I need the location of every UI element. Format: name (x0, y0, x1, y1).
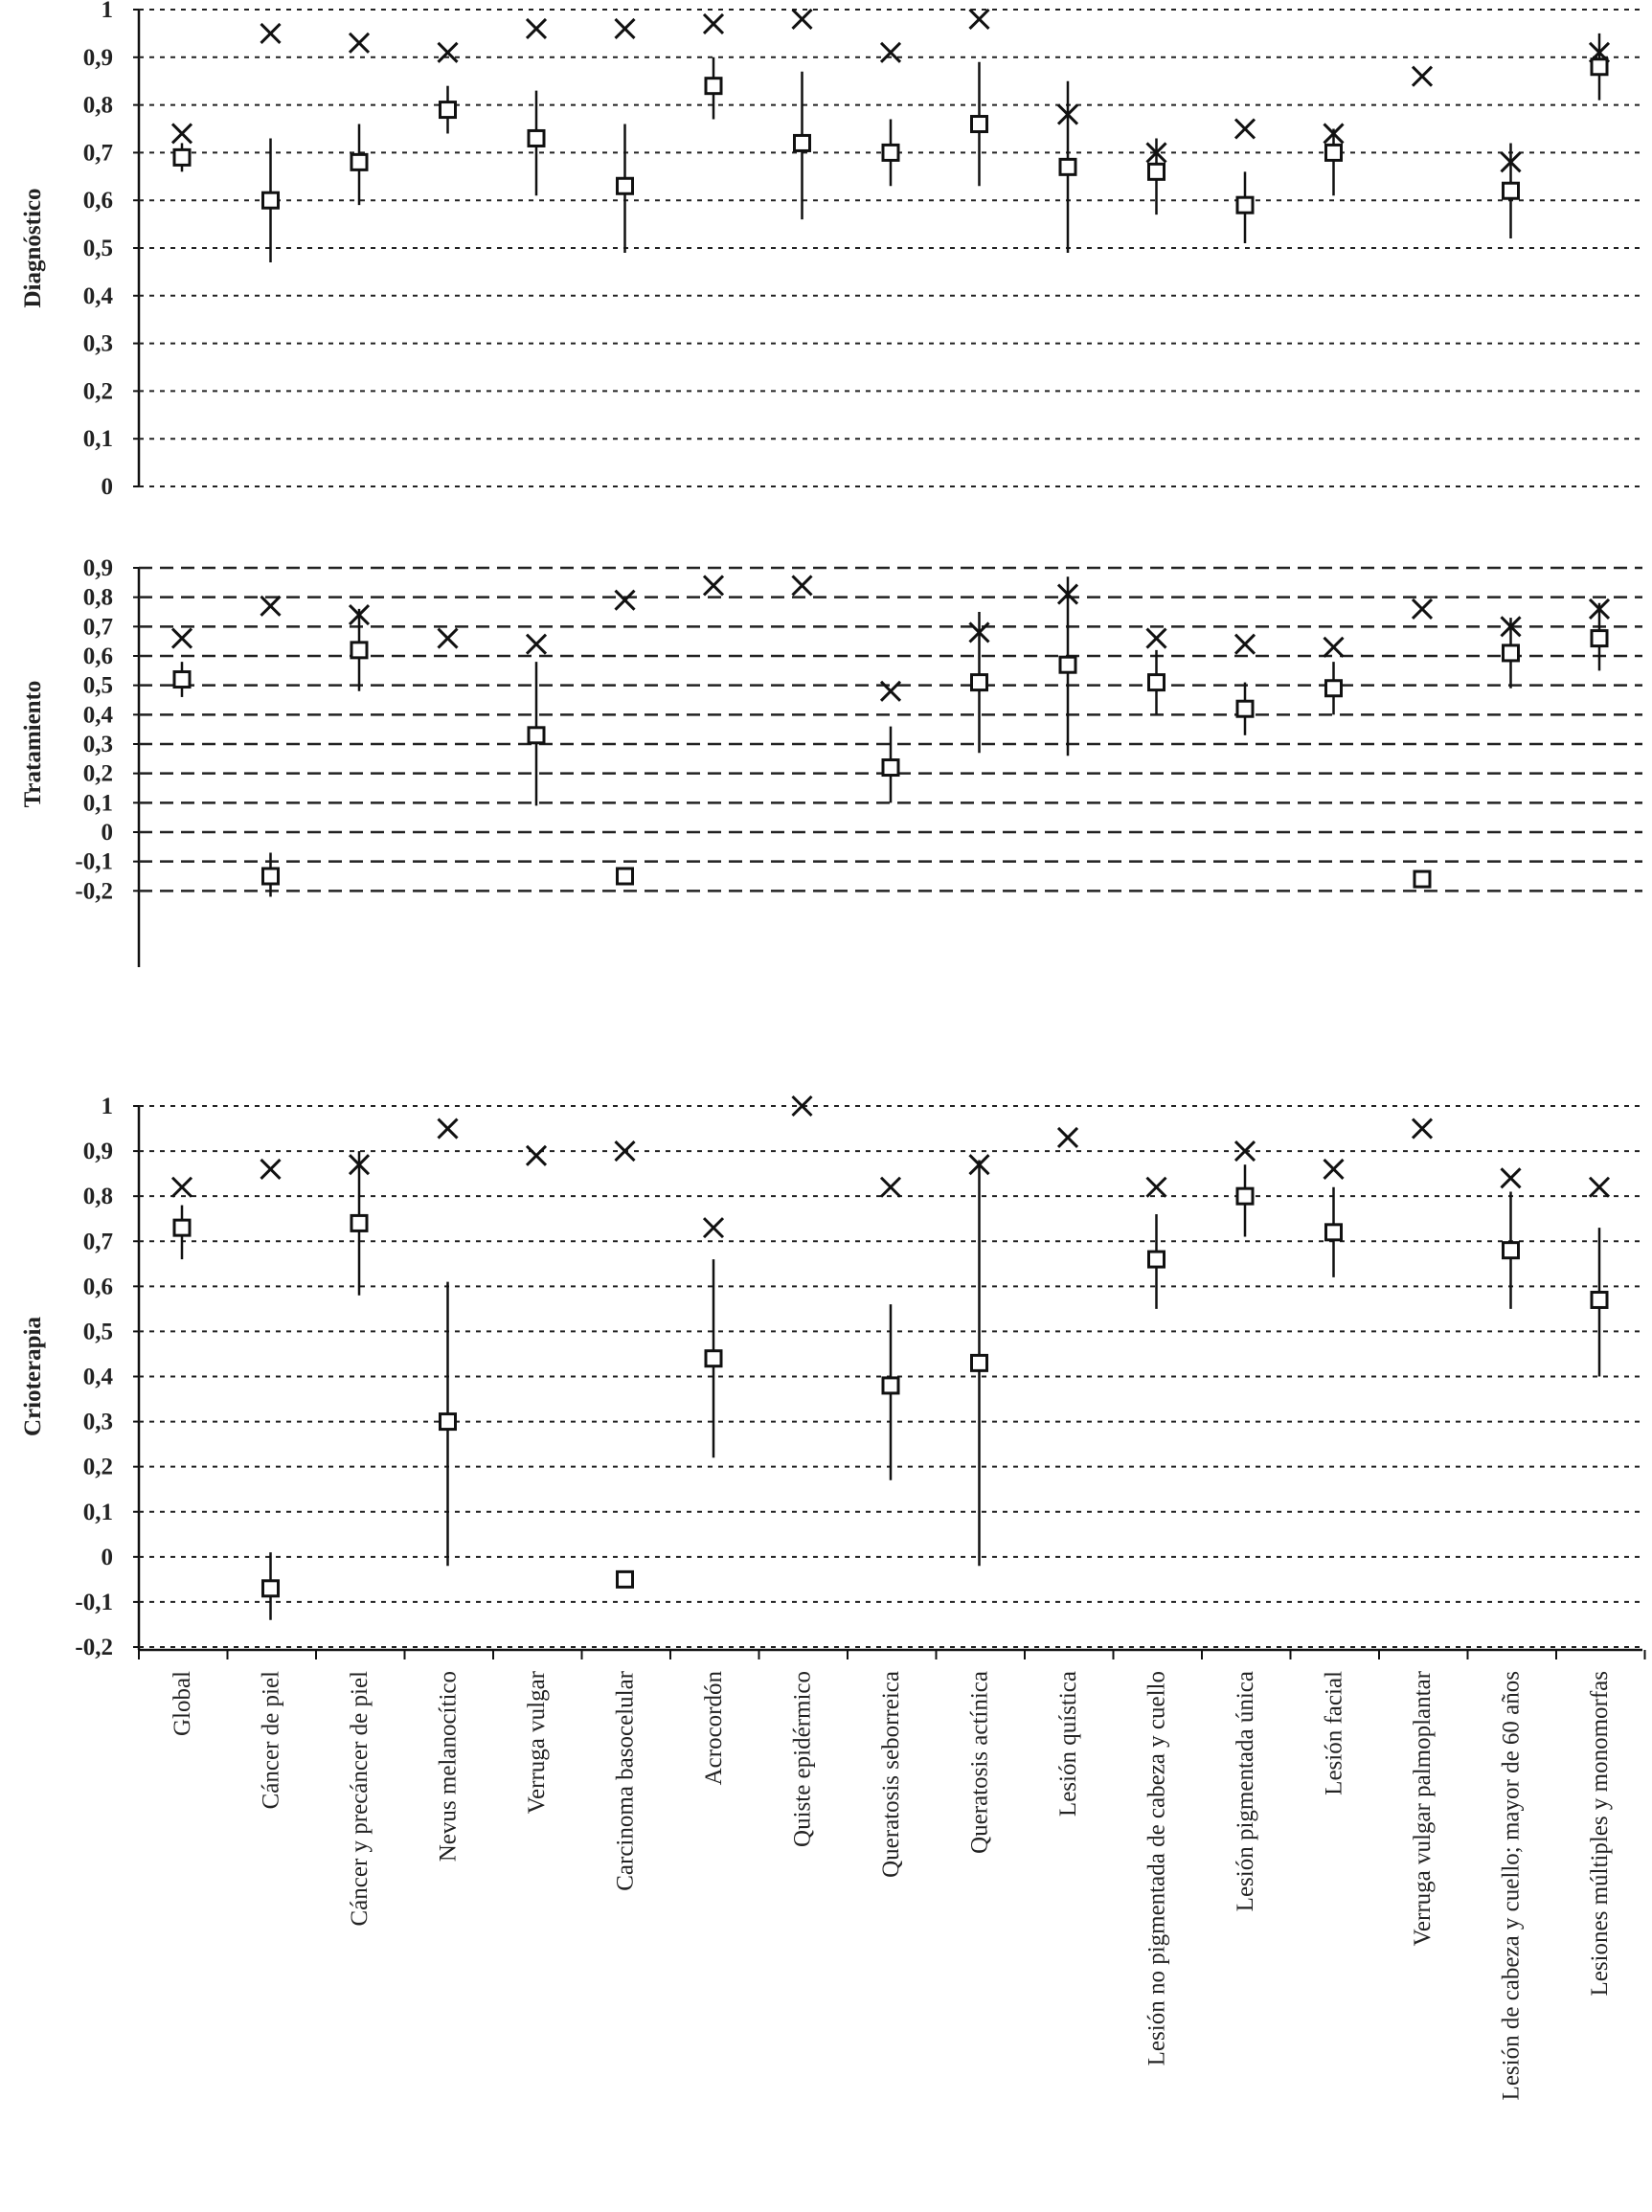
x-marker (704, 14, 723, 34)
square-marker (883, 145, 898, 160)
y-tick-label: 0,6 (82, 643, 113, 669)
category-label: Acrocordón (701, 1671, 727, 1786)
panel-diagnostico (20, 0, 1642, 500)
category-label: Cáncer de piel (258, 1671, 284, 1810)
x-marker (1235, 120, 1255, 139)
x-marker (439, 43, 458, 62)
x-marker (881, 43, 900, 62)
square-marker (1237, 701, 1253, 716)
square-marker (1237, 1188, 1253, 1204)
x-marker (704, 576, 723, 595)
category-label: Global (170, 1671, 195, 1737)
square-marker (1149, 164, 1165, 179)
y-tick-label: 0,9 (82, 555, 113, 581)
square-marker (972, 675, 987, 690)
category-labels (139, 1650, 1645, 2100)
panel-tratamiento (20, 555, 1642, 967)
x-marker (881, 1178, 900, 1197)
category-label: Queratosis seborreica (878, 1671, 904, 1878)
square-marker (1592, 631, 1607, 646)
x-marker (1590, 1178, 1609, 1197)
square-marker (618, 869, 633, 884)
square-marker (174, 1220, 190, 1235)
square-marker (174, 672, 190, 688)
category-label: Nevus melanocítico (435, 1671, 462, 1862)
square-marker (351, 1215, 367, 1230)
category-label: Lesión facial (1321, 1671, 1347, 1795)
category-label: Lesión pigmentada única (1233, 1671, 1258, 1912)
square-marker (618, 178, 633, 193)
y-tick-label: 0,7 (82, 1229, 113, 1255)
x-marker (1413, 599, 1432, 619)
y-tick-label: 0,1 (82, 1499, 113, 1525)
y-tick-label: -0,2 (75, 878, 113, 905)
y-tick-label: 0,3 (82, 1409, 113, 1435)
square-marker (618, 1571, 633, 1587)
square-marker (351, 154, 367, 169)
square-marker (1504, 183, 1519, 198)
square-marker (1592, 1292, 1607, 1307)
y-tick-label: 0 (101, 820, 113, 846)
y-tick-label: 0,1 (82, 426, 113, 453)
panel-crioterapia (20, 1094, 1642, 1660)
square-marker (1414, 871, 1430, 887)
x-marker (1147, 629, 1166, 648)
x-marker (881, 682, 900, 701)
x-marker (793, 576, 812, 595)
square-marker (1326, 145, 1342, 160)
y-tick-label: 0,9 (82, 1139, 113, 1165)
y-tick-label: 0,5 (82, 236, 113, 261)
y-tick-label: 0,5 (82, 672, 113, 699)
category-label: Cáncer y precáncer de piel (347, 1671, 373, 1927)
y-tick-label: 0,4 (82, 702, 113, 729)
x-marker (616, 1141, 635, 1161)
y-tick-label: -0,1 (75, 1589, 113, 1615)
x-marker (1058, 1128, 1077, 1147)
square-marker (1326, 681, 1342, 696)
y-tick-label: 0,2 (82, 760, 113, 787)
x-marker (704, 1218, 723, 1237)
square-marker (1060, 657, 1075, 672)
category-label: Verruga vulgar palmoplantar (1410, 1671, 1436, 1947)
category-label: Lesión quística (1055, 1671, 1081, 1817)
y-tick-label: 0,6 (82, 188, 113, 214)
x-marker (616, 19, 635, 38)
y-tick-label: -0,2 (75, 1635, 113, 1660)
square-marker (441, 1414, 456, 1430)
x-marker (172, 124, 192, 143)
square-marker (174, 149, 190, 165)
y-axis-title: Diagnóstico (20, 188, 46, 308)
square-marker (972, 117, 987, 132)
x-marker (172, 1178, 192, 1197)
x-marker (527, 635, 546, 654)
x-marker (1413, 67, 1432, 86)
square-marker (1149, 1252, 1165, 1267)
y-tick-label: 0,8 (82, 92, 113, 119)
y-tick-label: 0,2 (82, 1454, 113, 1480)
square-marker (1504, 1243, 1519, 1258)
x-marker (261, 1160, 281, 1179)
y-tick-label: 0 (101, 474, 113, 500)
x-marker (1502, 1168, 1521, 1187)
x-marker (350, 34, 369, 53)
y-tick-label: 0,7 (82, 140, 113, 167)
square-marker (1060, 159, 1075, 174)
x-marker (1413, 1119, 1432, 1139)
category-label: Quiste epidérmico (789, 1671, 816, 1847)
x-marker (970, 10, 989, 29)
square-marker (1149, 675, 1165, 690)
x-marker (172, 629, 192, 648)
y-tick-label: 0,2 (82, 378, 113, 405)
y-tick-label: 0,9 (82, 44, 113, 71)
category-label: Carcinoma basocelular (612, 1671, 639, 1891)
x-marker (1324, 638, 1344, 657)
x-marker (527, 1146, 546, 1165)
square-marker (883, 760, 898, 776)
x-marker (261, 597, 281, 616)
x-marker (439, 629, 458, 648)
category-label: Queratosis actínica (966, 1671, 993, 1854)
y-axis-title: Tratamiento (20, 680, 46, 808)
square-marker (706, 79, 721, 94)
y-tick-label: 0,5 (82, 1319, 113, 1345)
x-marker (527, 19, 546, 38)
y-tick-label: 0,8 (82, 1184, 113, 1210)
square-marker (883, 1378, 898, 1393)
square-marker (972, 1355, 987, 1370)
y-tick-label: 0,6 (82, 1274, 113, 1300)
square-marker (263, 869, 279, 884)
y-tick-label: -0,1 (75, 848, 113, 875)
x-marker (793, 10, 812, 29)
category-label: Lesiones múltiples y monomorfas (1587, 1671, 1613, 1997)
square-marker (1326, 1225, 1342, 1240)
y-tick-label: 0,3 (82, 732, 113, 757)
square-marker (263, 1581, 279, 1596)
square-marker (795, 135, 810, 150)
square-marker (1237, 197, 1253, 213)
y-tick-label: 1 (101, 1094, 113, 1119)
category-label: Lesión no pigmentada de cabeza y cuello (1143, 1671, 1170, 2066)
category-label: Lesión de cabeza y cuello; mayor de 60 años (1498, 1671, 1525, 2101)
square-marker (1504, 645, 1519, 661)
square-marker (529, 728, 544, 743)
square-marker (1592, 59, 1607, 75)
y-tick-label: 0,4 (82, 282, 113, 309)
x-marker (261, 24, 281, 43)
y-tick-label: 1 (101, 0, 113, 23)
x-marker (1324, 1160, 1344, 1179)
x-marker (439, 1119, 458, 1139)
square-marker (441, 102, 456, 118)
category-label: Verruga vulgar (524, 1671, 550, 1815)
y-tick-label: 0,8 (82, 584, 113, 611)
square-marker (706, 1351, 721, 1366)
x-marker (616, 591, 635, 610)
y-axis-title: Crioterapia (20, 1317, 46, 1436)
y-tick-label: 0,7 (82, 614, 113, 641)
x-marker (1235, 635, 1255, 654)
y-tick-label: 0,3 (82, 330, 113, 357)
square-marker (351, 643, 367, 658)
x-marker (1147, 1178, 1166, 1197)
square-marker (529, 130, 544, 146)
square-marker (263, 192, 279, 208)
y-tick-label: 0,4 (82, 1364, 113, 1390)
y-tick-label: 0 (101, 1544, 113, 1570)
y-tick-label: 0,1 (82, 790, 113, 817)
